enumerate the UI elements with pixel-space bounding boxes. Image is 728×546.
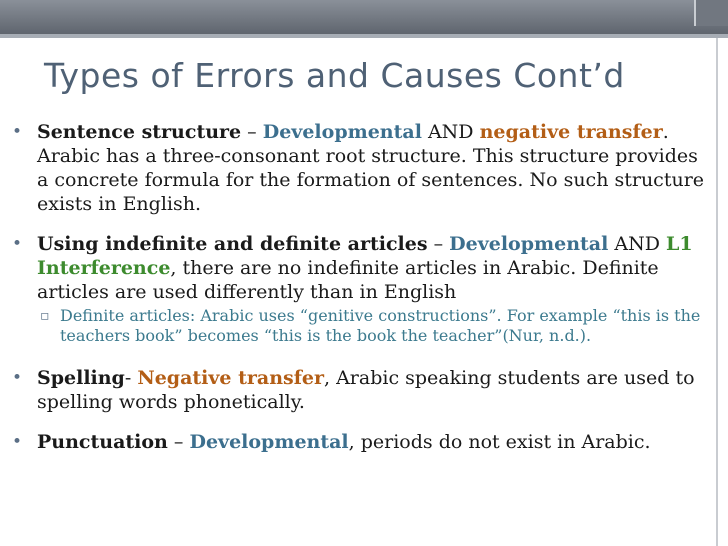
bullet-text: , Arabic speaking students are used to spelling words phonetically.: [37, 367, 695, 413]
bullet-connector: AND: [608, 233, 666, 255]
bullet-term: Spelling: [37, 367, 125, 389]
bullet-dot-icon: •: [12, 122, 23, 142]
bullet-term: Sentence structure: [37, 121, 242, 143]
top-bar: [0, 0, 728, 34]
slide-content: [0, 120, 714, 454]
slide-title: Types of Errors and Causes Cont’d: [44, 56, 625, 95]
bullet-sentence-structure: [0, 120, 714, 216]
bullet-articles: [0, 232, 714, 304]
bullet-dot-icon: •: [12, 234, 23, 254]
bullet-term: Using indefinite and definite articles: [37, 233, 428, 255]
bullet-text: , periods do not exist in Arabic.: [348, 431, 651, 453]
bullet-separator: –: [241, 121, 263, 143]
sub-bullet-square-icon: ▫: [40, 308, 50, 324]
bullet-punctuation: [0, 430, 714, 454]
top-bar-accent: [0, 34, 728, 38]
bullet-text: , there are no indefinite articles in Arabic. Definite articles are used differently than in English: [37, 257, 659, 303]
cause-developmental: Developmental: [449, 233, 609, 255]
sub-bullet-text: Definite articles: Arabic uses “genitive constructions”. For example “this is the teachers book” becomes “this is the book the teacher”(Nur, n.d.).: [60, 306, 701, 345]
cause-negative-transfer: Negative transfer: [137, 367, 324, 389]
bullet-spelling: [0, 366, 714, 414]
cause-developmental: Developmental: [262, 121, 422, 143]
cause-developmental: Developmental: [189, 431, 349, 453]
corner-decoration: [694, 0, 728, 26]
bullet-separator: –: [167, 431, 190, 453]
bullet-text: . Arabic has a three-consonant root structure. This structure provides a concrete formula for the formation of sentences. No such structure exists in English.: [37, 121, 705, 215]
right-frame-line: [716, 38, 718, 546]
bullet-connector: AND: [421, 121, 480, 143]
bullet-dot-icon: •: [12, 368, 23, 388]
bullet-term: Punctuation: [37, 431, 168, 453]
bullet-separator: -: [124, 367, 138, 389]
bullet-separator: –: [427, 233, 450, 255]
sub-bullet-definite-articles: [0, 306, 714, 346]
cause-l1-interference: L1 Interference: [37, 233, 693, 279]
cause-negative-transfer: negative transfer: [479, 121, 663, 143]
bullet-dot-icon: •: [12, 432, 23, 452]
